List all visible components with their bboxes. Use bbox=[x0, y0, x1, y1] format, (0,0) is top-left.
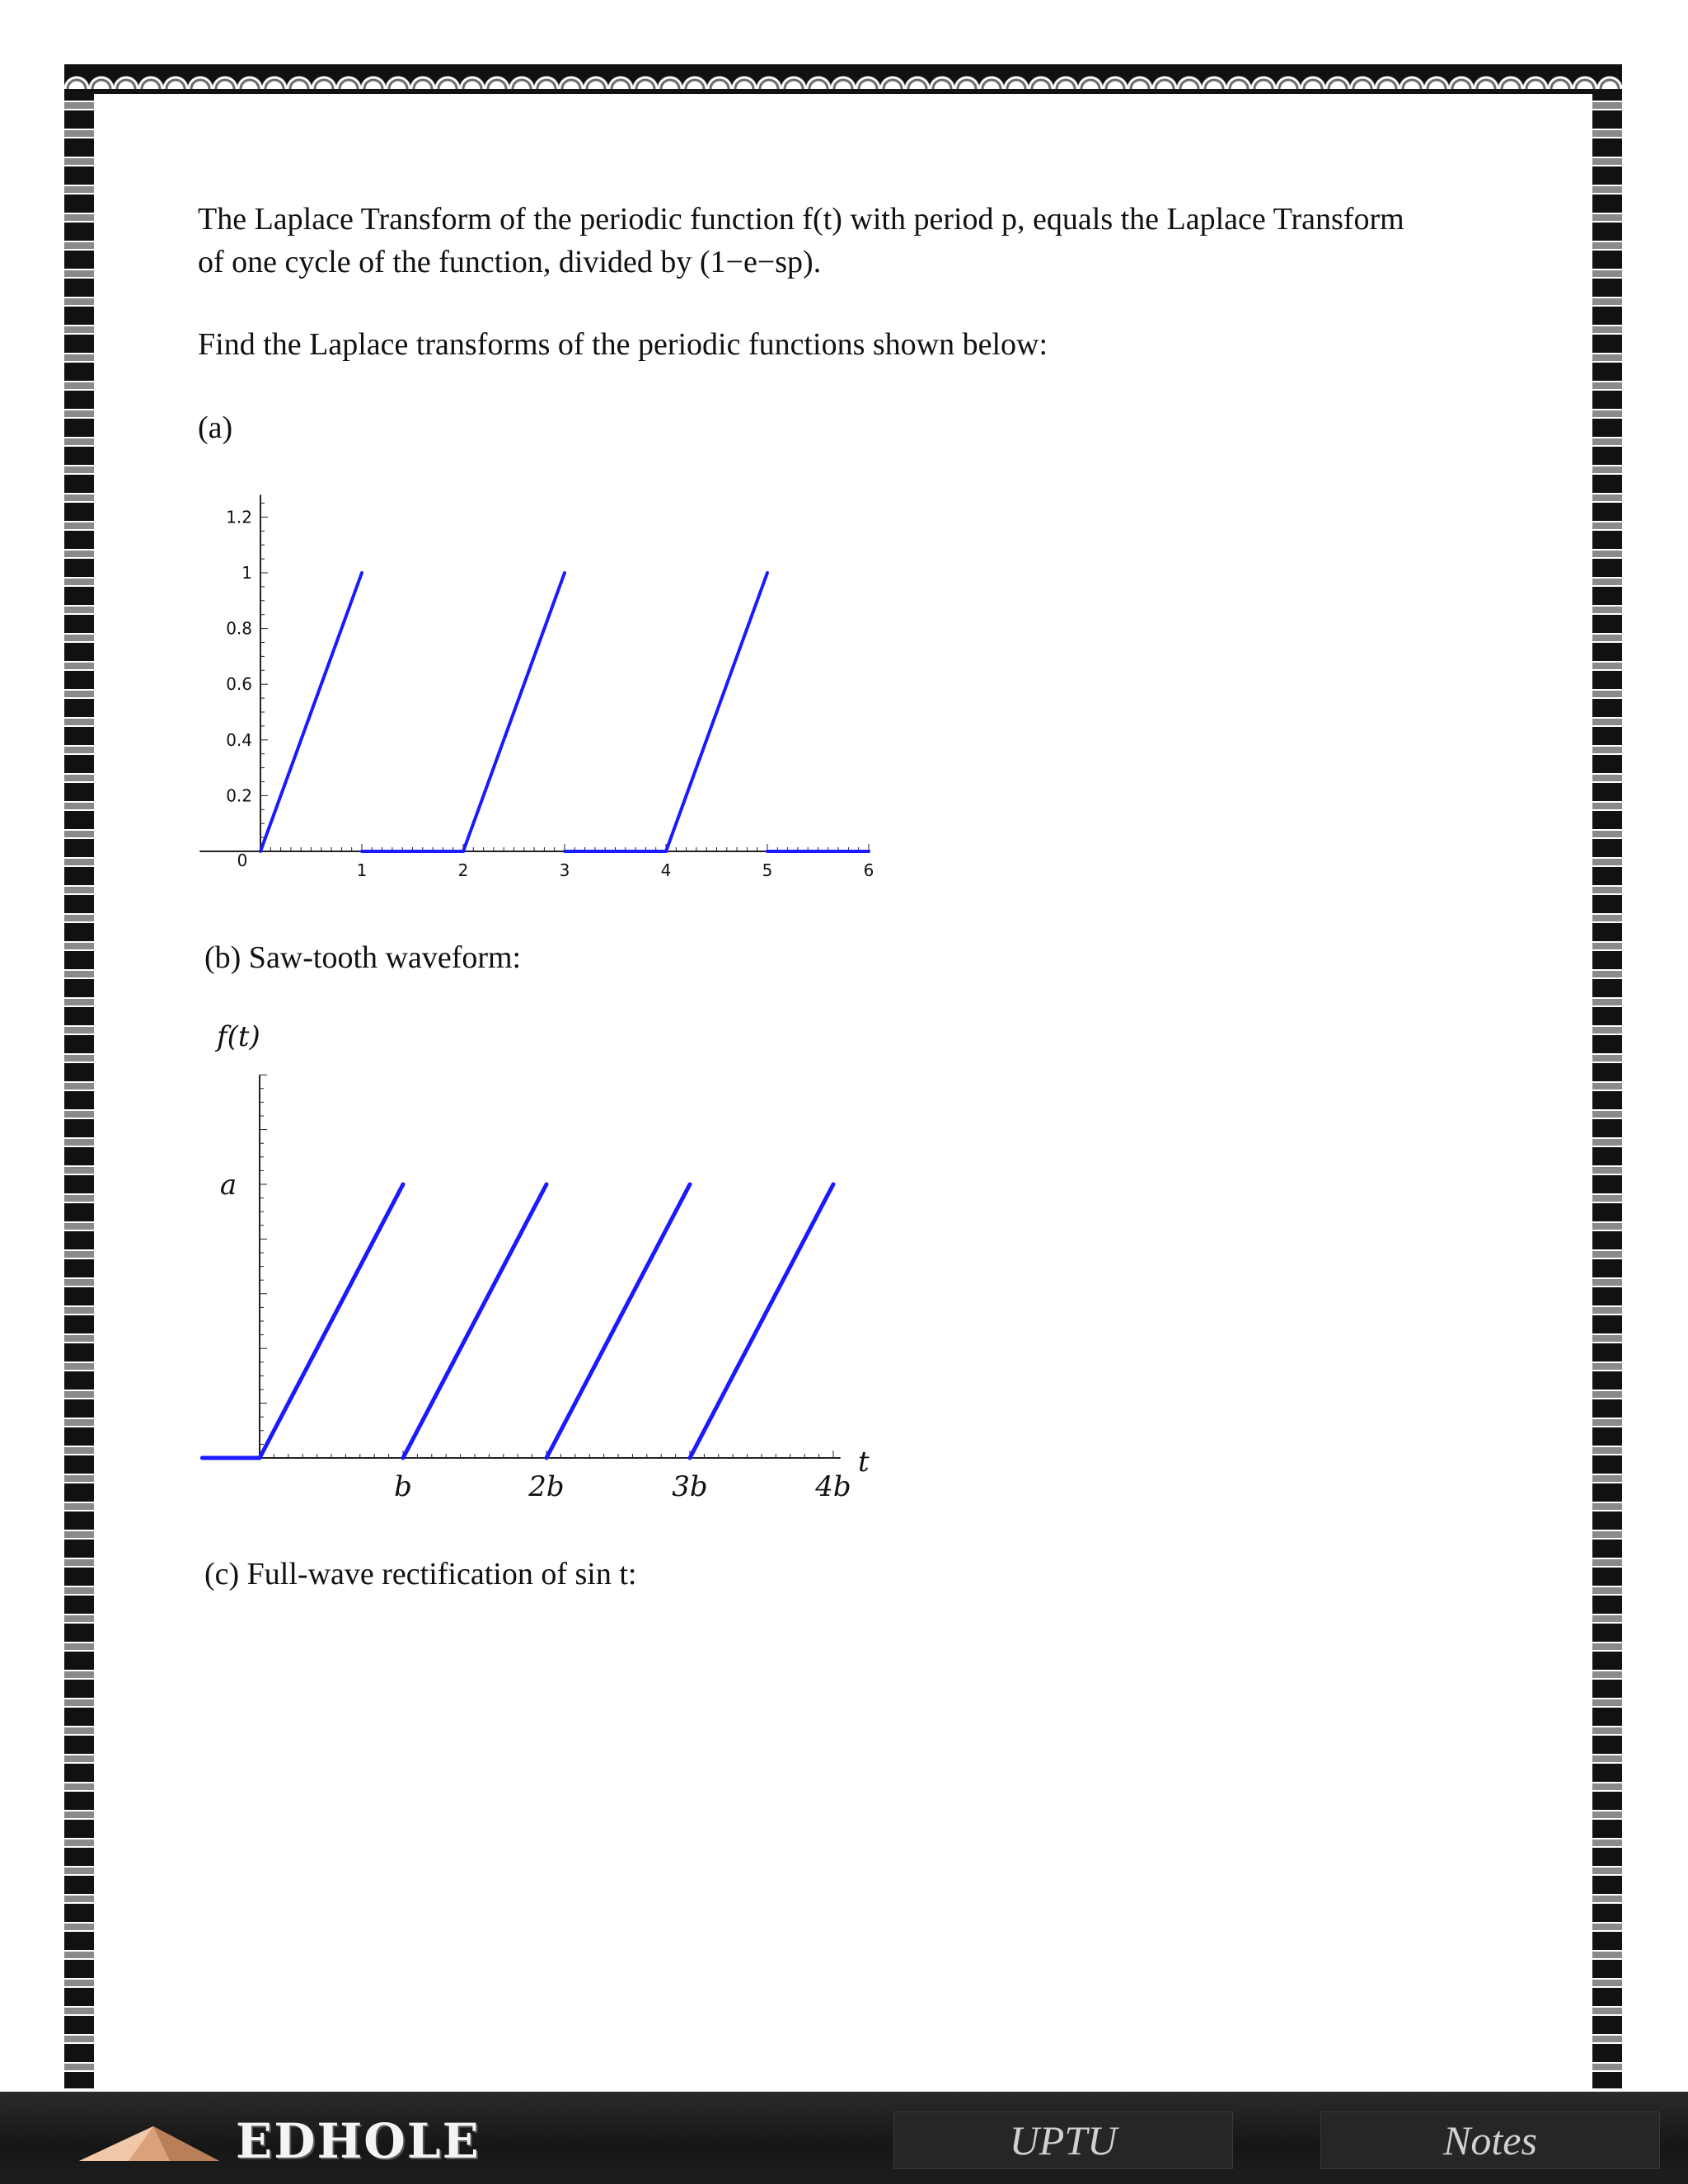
series-segment-4 bbox=[666, 573, 767, 851]
x-tick-label: 3 bbox=[559, 860, 570, 880]
series-segment-3 bbox=[546, 1184, 690, 1458]
instruction-paragraph: Find the Laplace transforms of the periodic functions shown below: bbox=[198, 327, 1048, 362]
x-tick-label: 4b bbox=[815, 1470, 851, 1503]
notes-button[interactable]: Notes bbox=[1320, 2111, 1660, 2169]
series-segment-0 bbox=[260, 573, 362, 851]
chart-a-periodic-ramp bbox=[190, 486, 882, 898]
series-segment-1 bbox=[260, 1184, 403, 1458]
series-segment-2 bbox=[403, 1184, 546, 1458]
x-tick-label: 3b bbox=[672, 1470, 708, 1503]
pyramid-icon bbox=[79, 2110, 219, 2176]
x-axis-label: t bbox=[858, 1446, 870, 1479]
label-a: (a) bbox=[198, 410, 233, 445]
y-tick-label: 1 bbox=[241, 563, 252, 583]
y-tick-label: 0.8 bbox=[226, 618, 252, 639]
decorative-border-left bbox=[64, 92, 94, 2088]
y-axis-label: f(t) bbox=[217, 1020, 260, 1053]
x-tick-label: 5 bbox=[762, 860, 773, 880]
x-tick-label: 4 bbox=[660, 860, 672, 880]
x-tick-label: b bbox=[394, 1470, 412, 1503]
y-tick-label: a bbox=[219, 1169, 237, 1202]
label-c: (c) Full-wave rectification of sin t: bbox=[204, 1557, 637, 1591]
logo-text: EDHOLE bbox=[236, 2113, 481, 2169]
uptu-button[interactable]: UPTU bbox=[893, 2111, 1233, 2169]
x-tick-label: 1 bbox=[356, 860, 368, 880]
y-tick-label: 0.2 bbox=[226, 785, 252, 806]
series-segment-2 bbox=[463, 573, 565, 851]
x-tick-label: 2b bbox=[528, 1470, 565, 1503]
decorative-border-right bbox=[1592, 92, 1622, 2088]
x-tick-label: 2 bbox=[457, 860, 469, 880]
series-segment-4 bbox=[690, 1184, 833, 1458]
y-tick-label: 0.4 bbox=[226, 729, 252, 750]
x-tick-label: 0 bbox=[237, 851, 248, 870]
chart-b-sawtooth bbox=[190, 1018, 898, 1512]
y-tick-label: 1.2 bbox=[226, 507, 252, 527]
label-b: (b) Saw-tooth waveform: bbox=[204, 940, 522, 975]
intro-paragraph: The Laplace Transform of the periodic function f(t) with period p, equals the Laplace Transform of one cycle of the function, divided by (1−e−sp). bbox=[198, 202, 1404, 279]
x-tick-label: 6 bbox=[863, 860, 874, 880]
edhole-logo[interactable] bbox=[79, 2110, 656, 2176]
decorative-border-top bbox=[64, 64, 1622, 94]
y-tick-label: 0.6 bbox=[226, 674, 252, 695]
